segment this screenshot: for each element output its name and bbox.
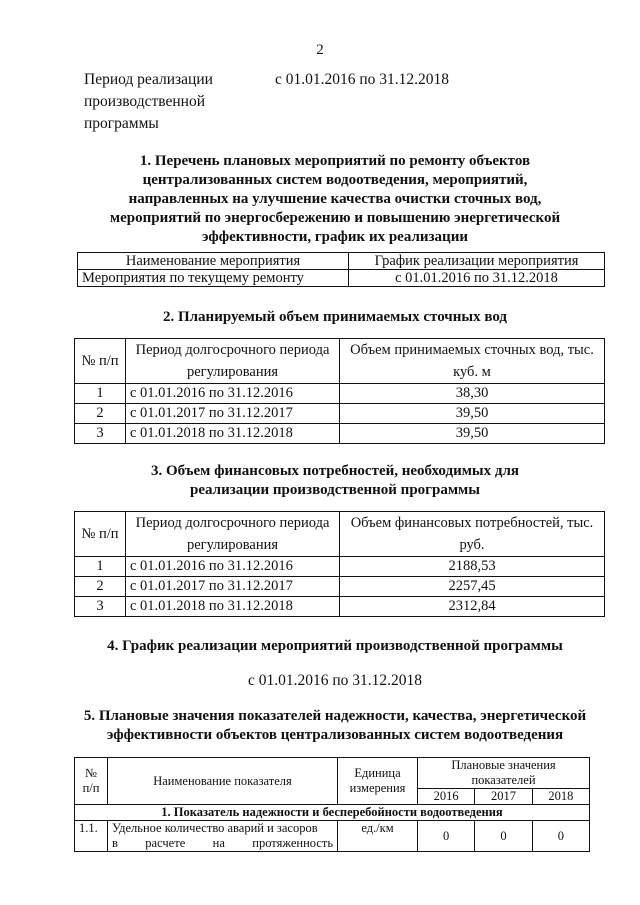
section-3-title-line: 3. Объем финансовых потребностей, необходимых для — [150, 463, 520, 479]
section-2-title: 2. Планируемый объем принимаемых сточных вод — [162, 309, 508, 325]
section-3-title — [60, 462, 610, 500]
table-header-row — [78, 253, 605, 270]
table-header-row — [75, 512, 605, 557]
header-cell: Наименование показателя — [108, 758, 338, 805]
period-label-line: Период реализации — [84, 71, 213, 88]
indicators-table — [74, 757, 590, 852]
table-cell: 2188,53 — [340, 557, 605, 577]
header-cell: 2018 — [532, 789, 589, 805]
table-row — [75, 597, 605, 617]
table-cell: Мероприятия по текущему ремонту — [78, 270, 349, 287]
section-5-title-line: 5. Плановые значения показателей надежности, качества, энергетической — [83, 708, 587, 724]
section-5-title — [60, 707, 610, 745]
section-4-title: 4. График реализации мероприятий производственной программы — [107, 638, 563, 654]
table-row — [75, 384, 605, 404]
activities-table — [77, 252, 605, 287]
header-cell: Период долгосрочного периода регулирования — [126, 512, 340, 557]
table-cell: с 01.01.2018 по 31.12.2018 — [126, 424, 340, 444]
table-cell: 2 — [75, 577, 126, 597]
header-cell: Объем финансовых потребностей, тыс. руб. — [340, 512, 605, 557]
section-4-period: с 01.01.2016 по 31.12.2018 — [247, 672, 423, 689]
table-cell: 2257,45 — [340, 577, 605, 597]
table-cell: 39,50 — [340, 424, 605, 444]
header-cell: № п/п — [75, 512, 126, 557]
table-cell: ед./км — [338, 821, 418, 852]
table-row — [75, 577, 605, 597]
table-row — [75, 557, 605, 577]
table-row — [78, 270, 605, 287]
group-title-cell: 1. Показатель надежности и бесперебойности водоотведения — [75, 805, 590, 821]
header-cell: График реализации мероприятия — [349, 253, 605, 270]
header-cell: Объем принимаемых сточных вод, тыс. куб. м — [340, 339, 605, 384]
table-cell: 1.1. — [75, 821, 108, 852]
indicator-name-line: Удельное количество аварий и засоров — [112, 821, 318, 835]
period-label — [84, 69, 234, 135]
table-cell: с 01.01.2016 по 31.12.2018 — [349, 270, 605, 287]
table-header-row — [75, 758, 590, 789]
table-header-row — [75, 339, 605, 384]
section-1-title-line: эффективности, график их реализации — [202, 229, 468, 245]
wastewater-volume-table — [74, 338, 605, 444]
section-1-title-line: централизованных систем водоотведения, мероприятий, — [142, 172, 528, 188]
table-cell: с 01.01.2016 по 31.12.2016 — [126, 557, 340, 577]
table-group-row — [75, 805, 590, 821]
header-cell: Единица измерения — [338, 758, 418, 805]
table-cell: 0 — [418, 821, 475, 852]
section-1-title-line: мероприятий по энергосбережению и повышению энергетической — [109, 210, 561, 226]
table-cell — [108, 821, 338, 852]
section-1-title-line: направленных на улучшение качества очистки сточных вод, — [128, 191, 542, 207]
table-cell: 39,50 — [340, 404, 605, 424]
period-value: с 01.01.2016 по 31.12.2018 — [275, 71, 450, 88]
indicator-name-word: в — [112, 836, 118, 850]
header-cell: № п/п — [75, 758, 108, 805]
table-row — [75, 821, 590, 852]
header-cell: Период долгосрочного периода регулирования — [126, 339, 340, 384]
section-1-title — [60, 152, 610, 247]
header-cell: 2016 — [418, 789, 475, 805]
table-cell: 38,30 — [340, 384, 605, 404]
table-cell: с 01.01.2016 по 31.12.2016 — [126, 384, 340, 404]
period-label-line: производственной — [84, 93, 206, 110]
header-cell: Наименование мероприятия — [78, 253, 349, 270]
table-cell: 3 — [75, 424, 126, 444]
table-row — [75, 404, 605, 424]
header-cell: Плановые значения показателей — [418, 758, 590, 789]
table-cell: с 01.01.2017 по 31.12.2017 — [126, 404, 340, 424]
header-cell: № п/п — [75, 339, 126, 384]
table-cell: 1 — [75, 384, 126, 404]
table-cell: с 01.01.2017 по 31.12.2017 — [126, 577, 340, 597]
financial-needs-table — [74, 511, 605, 617]
header-cell: 2017 — [475, 789, 532, 805]
table-cell: 1 — [75, 557, 126, 577]
table-cell: 2 — [75, 404, 126, 424]
indicator-name-word: на — [212, 836, 225, 850]
table-cell: 3 — [75, 597, 126, 617]
table-cell: 2312,84 — [340, 597, 605, 617]
table-cell: с 01.01.2018 по 31.12.2018 — [126, 597, 340, 617]
indicator-name-word: протяженность — [252, 836, 334, 850]
section-5-title-line: эффективности объектов централизованных систем водоотведения — [106, 727, 564, 743]
indicator-name-line — [112, 836, 333, 851]
page-number: 2 — [316, 42, 324, 58]
indicator-name-word: расчете — [145, 836, 186, 850]
period-label-line: программы — [84, 115, 159, 132]
table-row — [75, 424, 605, 444]
table-cell: 0 — [475, 821, 532, 852]
table-cell: 0 — [532, 821, 589, 852]
section-1-title-line: 1. Перечень плановых мероприятий по ремонту объектов — [139, 153, 531, 169]
section-3-title-line: реализации производственной программы — [190, 482, 480, 498]
